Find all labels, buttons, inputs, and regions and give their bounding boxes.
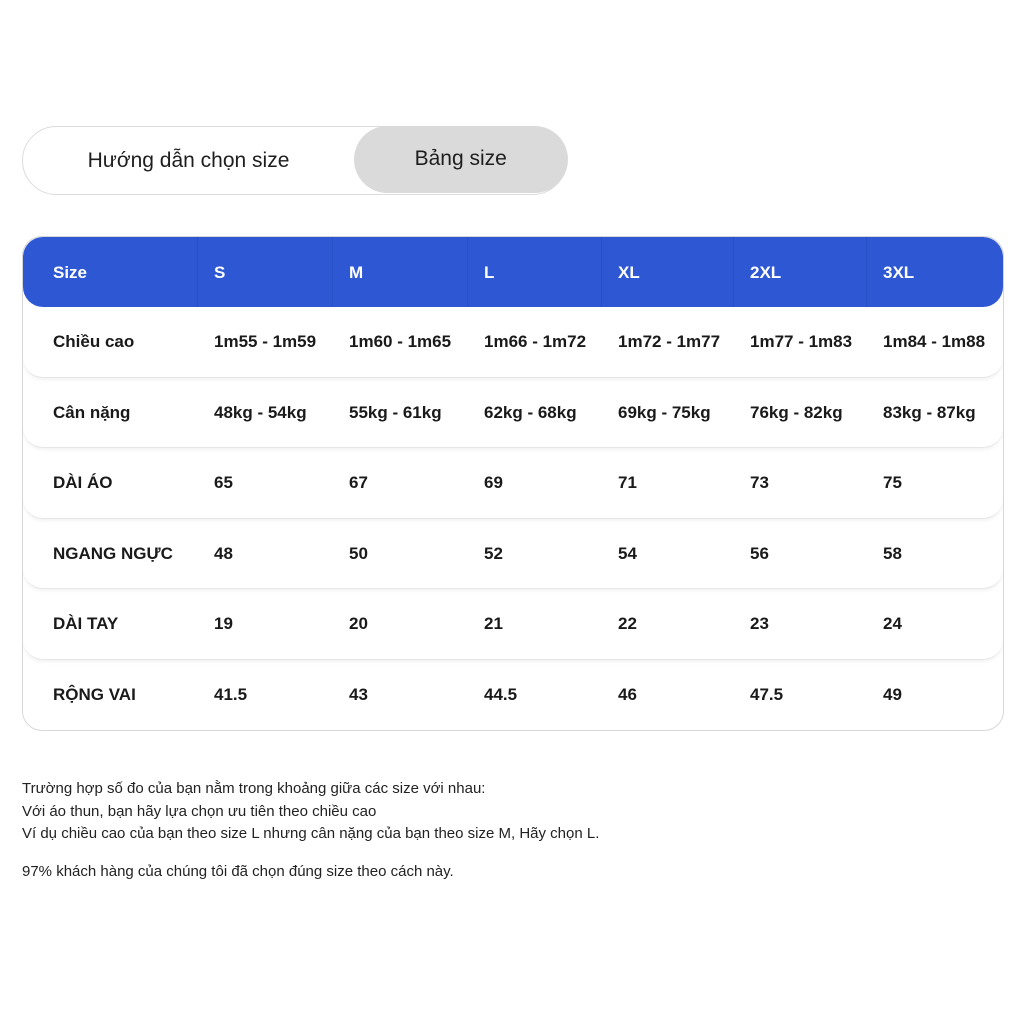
table-cell: 75: [883, 473, 902, 493]
row-label: DÀI TAY: [53, 614, 119, 634]
table-cell: 55kg - 61kg: [349, 402, 442, 422]
header-cell: S: [198, 237, 333, 307]
table-cell: 43: [349, 685, 368, 705]
table-cell: 44.5: [484, 685, 518, 705]
tab-size-table[interactable]: Bảng size: [354, 126, 568, 193]
table-cell: 23: [750, 614, 769, 634]
table-cell: 49: [883, 685, 902, 705]
table-row: [23, 589, 1003, 660]
table-cell: 46: [618, 685, 637, 705]
header-cell: M: [333, 237, 468, 307]
tab-size-guide[interactable]: Hướng dẫn chọn size: [87, 148, 290, 172]
table-cell: 73: [750, 473, 769, 493]
table-cell: 69: [484, 473, 503, 493]
table-cell: 1m84 - 1m88: [883, 332, 986, 352]
row-label: RỘNG VAI: [53, 685, 136, 705]
table-cell: 21: [484, 614, 503, 634]
table-cell: 1m60 - 1m65: [349, 332, 452, 352]
table-cell: 71: [618, 473, 637, 493]
table-cell: 1m55 - 1m59: [214, 332, 317, 352]
table-header-row: [23, 237, 1003, 307]
table-cell: 48kg - 54kg: [214, 402, 307, 422]
table-cell: 47.5: [750, 685, 784, 705]
header-cell: XL: [602, 237, 734, 307]
note-line: 97% khách hàng của chúng tôi đã chọn đúng size theo cách này.: [22, 862, 454, 880]
table-cell: 67: [349, 473, 368, 493]
table-cell: 1m72 - 1m77: [618, 332, 721, 352]
table-cell: 1m66 - 1m72: [484, 332, 587, 352]
table-cell: 52: [484, 543, 503, 563]
table-cell: 56: [750, 543, 769, 563]
table-row: [23, 378, 1003, 449]
header-cell: 3XL: [883, 262, 915, 282]
table-cell: 24: [883, 614, 902, 634]
table-cell: 50: [349, 543, 368, 563]
table-cell: 58: [883, 543, 902, 563]
size-notes: [22, 778, 922, 883]
table-cell: 22: [618, 614, 637, 634]
table-row: [23, 660, 1003, 731]
table-cell: 83kg - 87kg: [883, 402, 976, 422]
table-row: [23, 448, 1003, 519]
table-cell: 76kg - 82kg: [750, 402, 843, 422]
table-row: [23, 307, 1003, 378]
size-table: [22, 236, 1004, 731]
table-cell: 65: [214, 473, 233, 493]
table-cell: 19: [214, 614, 233, 634]
note-line: Trường hợp số đo của bạn nằm trong khoảng giữa các size với nhau:: [22, 780, 486, 797]
header-cell: L: [468, 237, 602, 307]
note-line: Với áo thun, bạn hãy lựa chọn ưu tiên theo chiều cao: [22, 802, 377, 820]
size-tabs: [22, 126, 567, 195]
row-label: Chiều cao: [53, 332, 135, 352]
table-cell: 1m77 - 1m83: [750, 332, 853, 352]
header-cell: 2XL: [734, 237, 867, 307]
row-label: NGANG NGỰC: [53, 543, 173, 563]
row-label: DÀI ÁO: [53, 473, 113, 493]
table-cell: 62kg - 68kg: [484, 402, 577, 422]
note-line: Ví dụ chiều cao của bạn theo size L nhưng cân nặng của bạn theo size M, Hãy chọn L.: [22, 825, 600, 842]
table-cell: 54: [618, 543, 637, 563]
table-cell: 69kg - 75kg: [618, 402, 711, 422]
table-cell: 48: [214, 543, 233, 563]
table-row: [23, 519, 1003, 590]
table-cell: 41.5: [214, 685, 248, 705]
row-label: Cân nặng: [53, 402, 131, 422]
table-cell: 20: [349, 614, 368, 634]
header-cell: Size: [23, 237, 198, 307]
